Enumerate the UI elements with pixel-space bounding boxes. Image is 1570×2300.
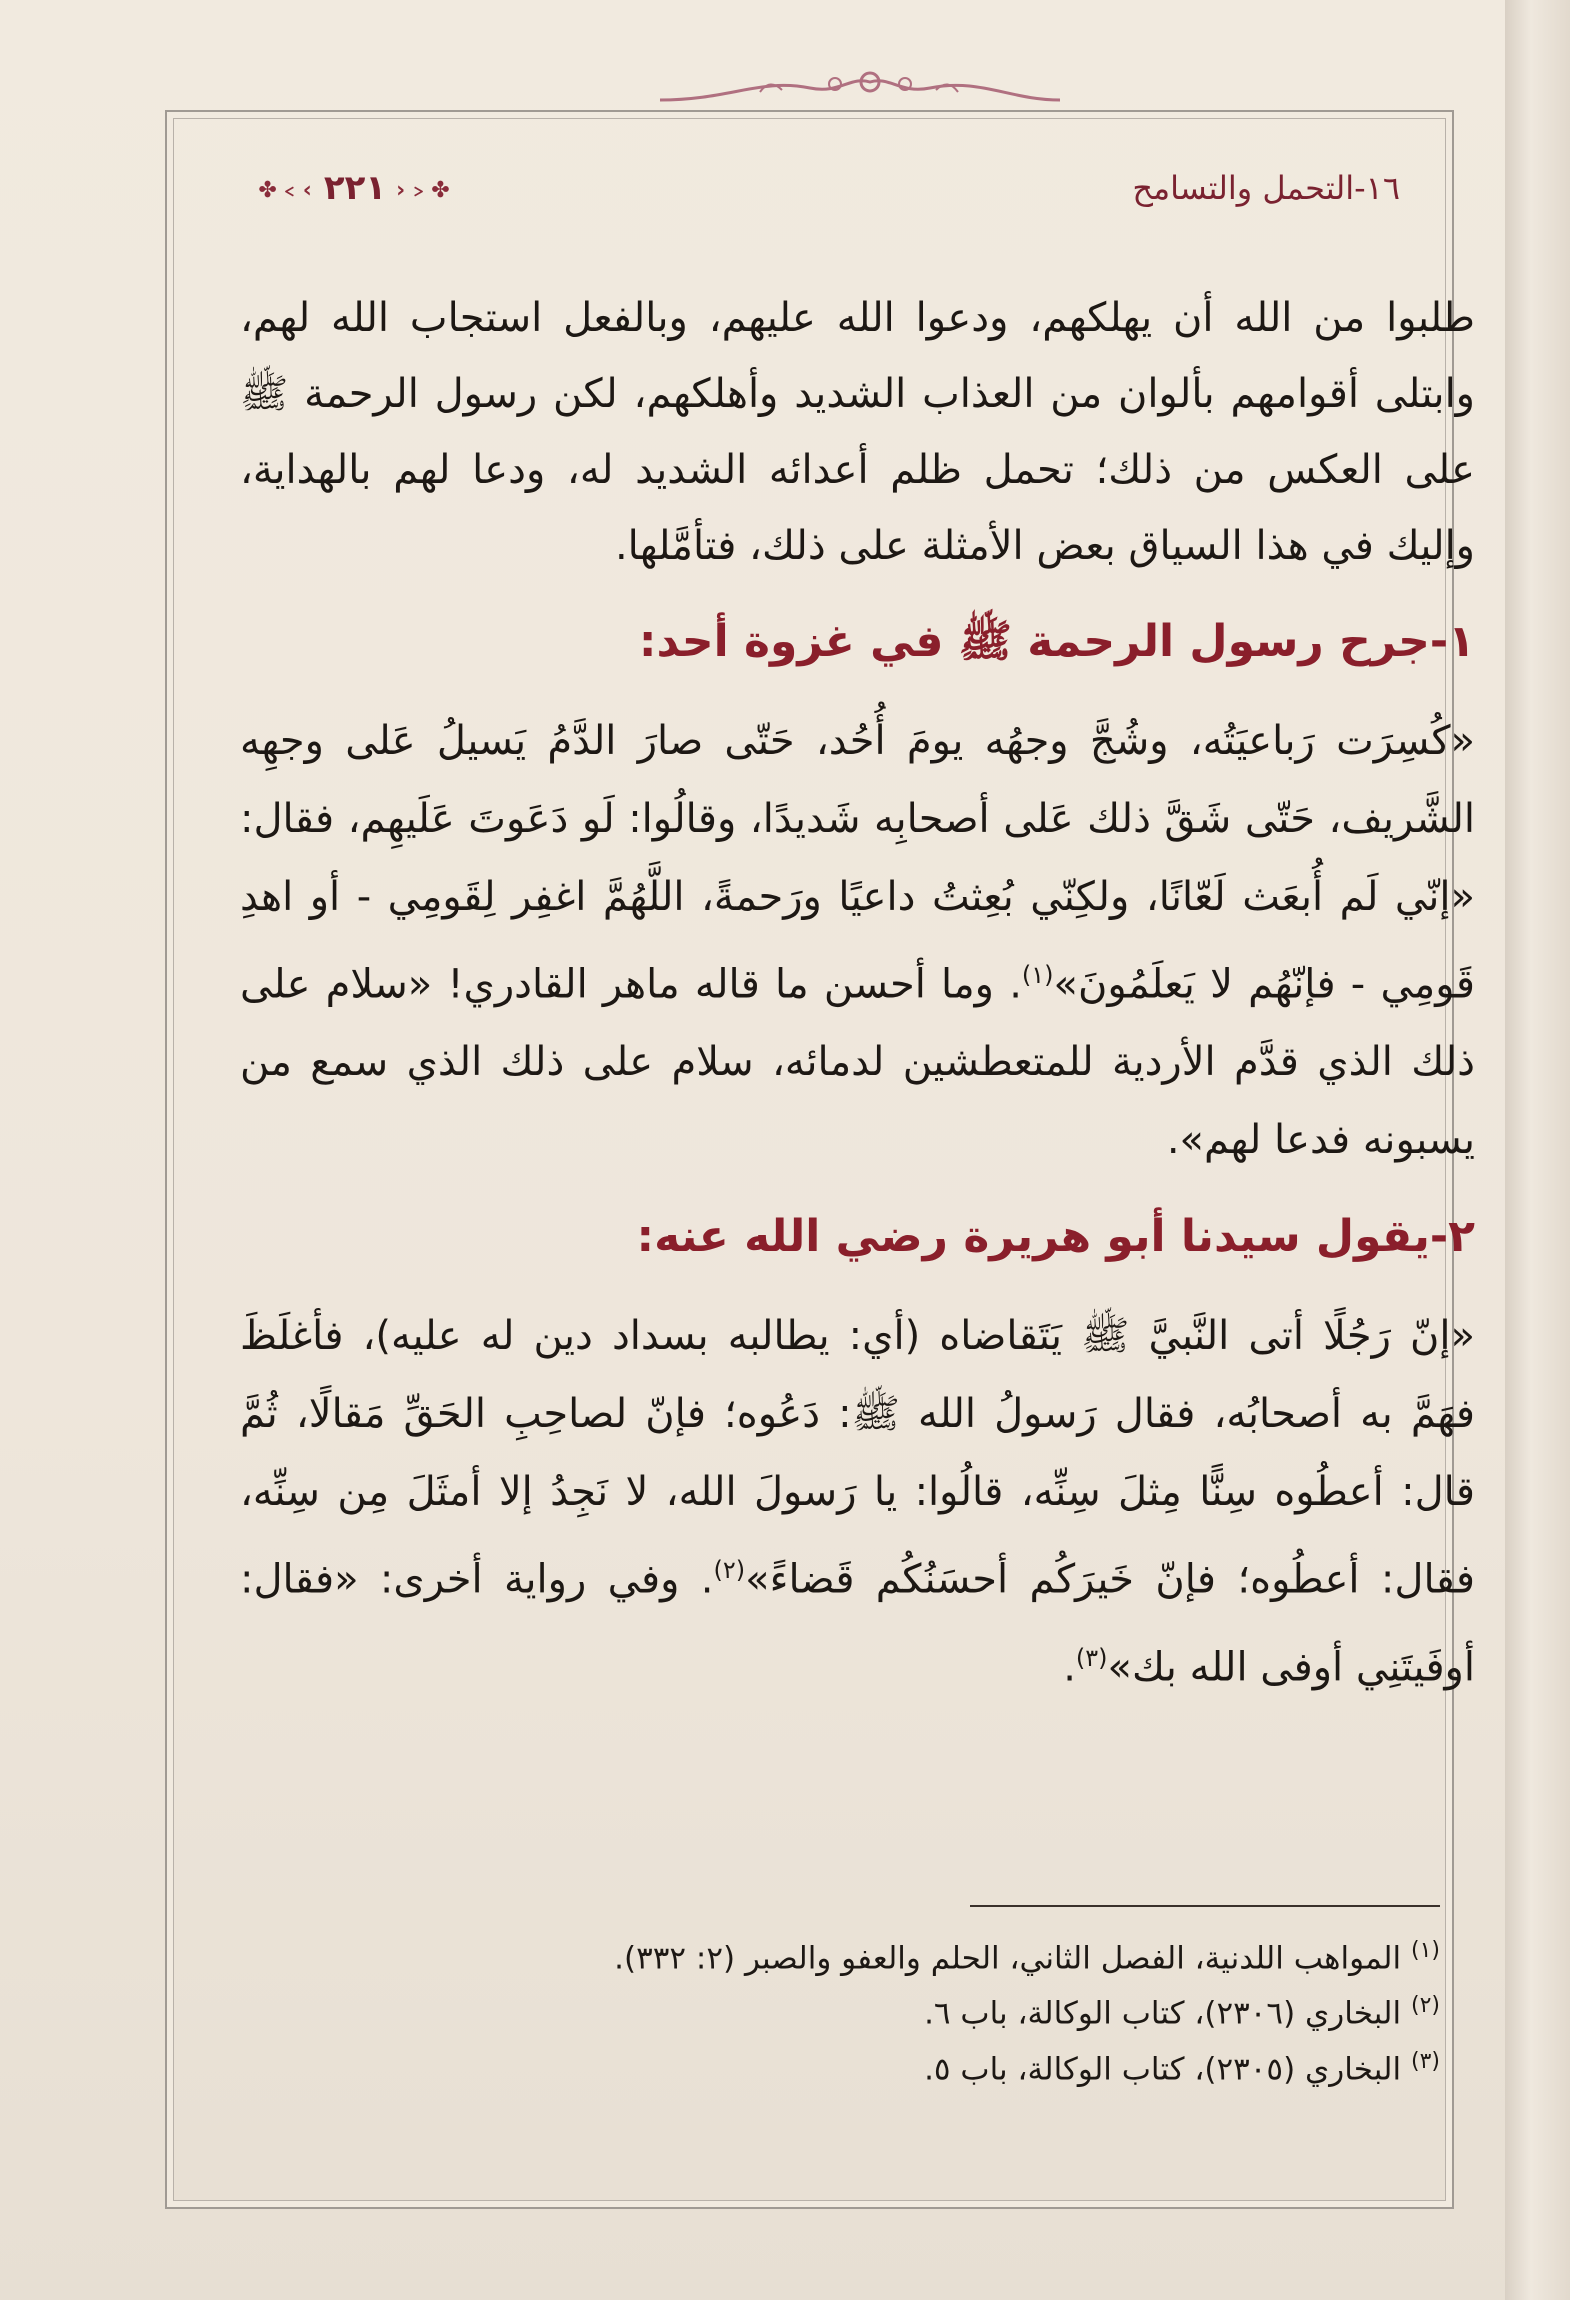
section-1-text	[240, 702, 1475, 1179]
ornament-left-icon: ✤﹤‹	[258, 177, 314, 203]
section-2-quote: «إنّ رَجُلًا أتى النَّبيَّ ﷺ يَتَقاضاه (أي: يطالبه بسداد دين له عليه)، فأغلَظَ فهَمَّ به أصحابُه، فقال رَسولُ الله ﷺ: دَعُوه؛ فإنّ لصاحِبِ الحَقِّ مَقالًا، ثُمَّ قال: أعطُوه سِنًّا مِثلَ سِنِّه، قالُوا: يا رَسولَ الله، لا نَجِدُ إلا أمثَلَ مِن سِنِّه، فقال: أعطُوه؛ فإنّ خَيرَكُم أحسَنُكُم قَضاءً»	[240, 1313, 1475, 1603]
footnote-number: (١)	[1410, 1938, 1440, 1963]
section-2-continuation: . وفي رواية أخرى: «فقال: أوفَيتَنِي أوفى الله بك»	[240, 1556, 1475, 1690]
page-header	[230, 160, 1400, 220]
page-number: ٢٢١	[323, 168, 387, 208]
section-2-text	[240, 1297, 1475, 1706]
section-1-continuation: . وما أحسن ما قاله ماهر القادري! «سلام على ذلك الذي قدَّم الأردية للمتعطشين لدمائه، سلام على ذلك الذي سمع من يسبونه فدعا لهم».	[240, 961, 1475, 1164]
section-1-heading: ١-جرح رسول الرحمة ﷺ في غزوة أحد:	[638, 616, 1475, 667]
adjacent-page-edge	[1505, 0, 1570, 2300]
footnote-number: (٣)	[1410, 2048, 1440, 2074]
footnote-item	[240, 1982, 1440, 2037]
footnote-text: المواهب اللدنية، الفصل الثاني، الحلم والعفو والصبر (٢: ٣٣٢).	[614, 1940, 1402, 1977]
section-2-end: .	[1063, 1643, 1076, 1690]
footnote-divider	[970, 1905, 1440, 1907]
section-2-heading: ٢-يقول سيدنا أبو هريرة رضي الله عنه:	[636, 1211, 1475, 1263]
footnote-text: البخاري (٢٣٠٦)، كتاب الوكالة، باب ٦.	[924, 1995, 1402, 2032]
decorative-flourish-icon	[640, 58, 1080, 118]
footnote-ref-2[interactable]: (٢)	[713, 1556, 746, 1585]
main-content	[240, 280, 1475, 1706]
footnote-number: (٢)	[1410, 1993, 1440, 2019]
intro-paragraph: طلبوا من الله أن يهلكهم، ودعوا الله عليهم، وبالفعل استجاب الله لهم، وابتلى أقوامهم بألوان من العذاب الشديد وأهلكهم، لكن رسول الرحمة ﷺ على العكس من ذلك؛ تحمل ظلم أعدائه الشديد له، ودعا لهم بالهداية، وإليك في هذا السياق بعض الأمثلة على ذلك، فتأمَّلها.	[240, 295, 1475, 569]
footnote-item	[240, 2038, 1440, 2093]
page-number-badge	[230, 160, 480, 216]
footnote-text: البخاري (٢٣٠٥)، كتاب الوكالة، باب ٥.	[924, 2050, 1402, 2087]
chapter-title: ١٦-التحمل والتسامح	[1132, 169, 1400, 207]
footnote-item	[240, 1927, 1440, 1982]
footnote-ref-3[interactable]: (٣)	[1075, 1643, 1108, 1672]
footnote-list	[240, 1927, 1440, 2093]
section-1-quote: «كُسِرَت رَباعيَتُه، وشُجَّ وجهُه يومَ أُحُد، حَتّى صارَ الدَّمُ يَسيلُ عَلى وجهِه الشَّريف، حَتّى شَقَّ ذلك عَلى أصحابِه شَديدًا، وقالُوا: لَو دَعَوتَ عَلَيهِم، فقال: «إنّي لَم أُبعَث لَعّانًا، ولكِنّي بُعِثتُ داعيًا ورَحمةً، اللَّهُمَّ اغفِر لِقَومِي - أو اهدِ قَومِي - فإنّهُم لا يَعلَمُونَ»	[240, 718, 1475, 1008]
ornament-right-icon: ›﹥✤	[396, 177, 452, 203]
footnote-ref-1[interactable]: (١)	[1021, 961, 1054, 989]
